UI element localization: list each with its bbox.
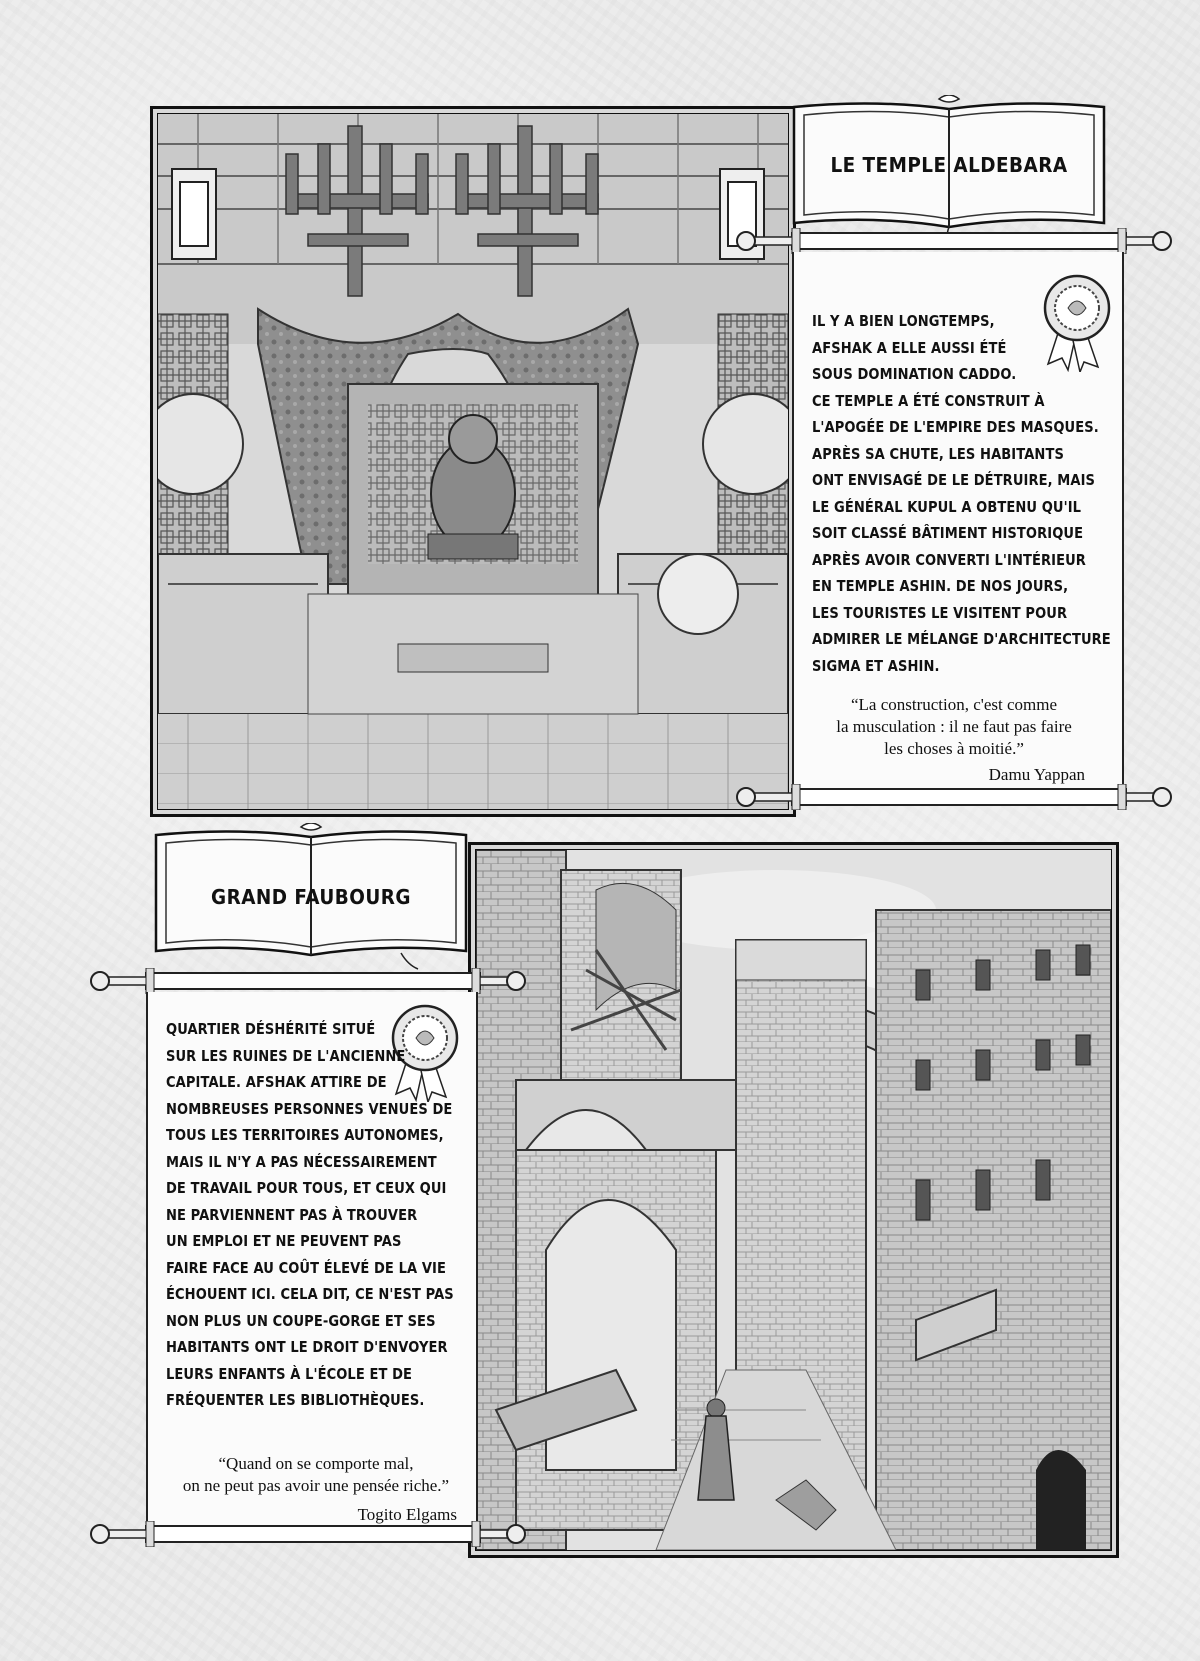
temple-interior-illustration [158, 114, 788, 809]
lore-line: L'APOGÉE DE L'EMPIRE DES MASQUES. [812, 418, 1099, 436]
scroll-rod-icon [734, 228, 1174, 254]
lore-line: AFSHAK A ELLE AUSSI ÉTÉ [812, 338, 1007, 357]
temple-illustration-panel [150, 106, 796, 817]
lore-line: NE PARVIENNENT PAS À TROUVER [166, 1205, 418, 1224]
quote-author: Damu Yappan [988, 765, 1085, 784]
scroll-rod-bottom [734, 784, 1174, 810]
section-title: LE TEMPLE ALDEBARA [830, 153, 1068, 177]
lore-line: QUARTIER DÉSHÉRITÉ SITUÉ [166, 1020, 376, 1038]
lore-line: NOMBREUSES PERSONNES VENUES DE [166, 1099, 453, 1118]
lore-line: ONT ENVISAGÉ DE LE DÉTRUIRE, MAIS [812, 471, 1096, 489]
lore-line: IL Y A BIEN LONGTEMPS, [812, 312, 995, 330]
lore-line: CE TEMPLE A ÉTÉ CONSTRUIT À [812, 391, 1045, 410]
open-book-header-temple [784, 95, 1114, 245]
section-title: GRAND FAUBOURG [211, 885, 411, 909]
lore-text-temple [812, 308, 1111, 679]
lore-line: FAIRE FACE AU COÛT ÉLEVÉ DE LA VIE [166, 1258, 446, 1277]
faubourg-street-illustration [476, 850, 1111, 1550]
lore-line: SOIT CLASSÉ BÂTIMENT HISTORIQUE [812, 524, 1084, 542]
lore-line: MAIS IL N'Y A PAS NÉCESSAIREMENT [166, 1152, 437, 1171]
lore-line: LE GÉNÉRAL KUPUL A OBTENU QU'IL [812, 497, 1082, 516]
lore-line: ÉCHOUENT ICI. CELA DIT, CE N'EST PAS [166, 1285, 454, 1303]
lore-line: FRÉQUENTER LES BIBLIOTHÈQUES. [166, 1391, 425, 1409]
lore-line: APRÈS SA CHUTE, LES HABITANTS [812, 444, 1064, 463]
faubourg-illustration-panel [468, 842, 1119, 1558]
open-book-header-faubourg [146, 823, 476, 973]
lore-line: LES TOURISTES LE VISITENT POUR [812, 603, 1068, 622]
quote-text: “Quand on se comporte mal, on ne peut pas avoir une pensée riche.” [182, 1454, 450, 1495]
lore-line: APRÈS AVOIR CONVERTI L'INTÉRIEUR [812, 550, 1086, 569]
lore-line: DE TRAVAIL POUR TOUS, ET CEUX QUI [166, 1179, 447, 1197]
scroll-rod-top [88, 968, 528, 994]
lore-line: SOUS DOMINATION CADDO. [812, 365, 1017, 383]
lore-line: TOUS LES TERRITOIRES AUTONOMES, [166, 1126, 444, 1144]
quote-text: “La construction, c'est comme la musculation : il ne faut pas faire les choses à moitié.” [836, 695, 1072, 758]
lore-line: SIGMA ET ASHIN. [812, 656, 940, 675]
lore-line: CAPITALE. AFSHAK ATTIRE DE [166, 1073, 387, 1091]
quote-author: Togito Elgams [357, 1505, 457, 1524]
lore-line: NON PLUS UN COUPE-GORGE ET SES [166, 1311, 436, 1330]
lore-line: ADMIRER LE MÉLANGE D'ARCHITECTURE [812, 630, 1111, 648]
lore-line: HABITANTS ONT LE DROIT D'ENVOYER [166, 1338, 448, 1356]
lore-line: SUR LES RUINES DE L'ANCIENNE [166, 1046, 406, 1065]
scroll-rod-top [734, 228, 1174, 254]
lore-text-faubourg [166, 1016, 454, 1414]
lore-line: LEURS ENFANTS À L'ÉCOLE ET DE [166, 1364, 413, 1383]
lore-line: EN TEMPLE ASHIN. DE NOS JOURS, [812, 577, 1069, 595]
lore-line: UN EMPLOI ET NE PEUVENT PAS [166, 1232, 402, 1250]
